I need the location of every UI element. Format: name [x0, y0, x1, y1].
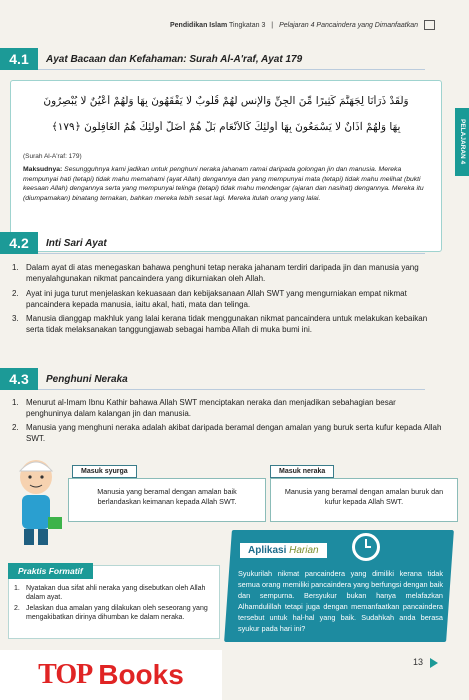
aplikasi-harian-title: [240, 543, 327, 558]
item-number: 3.: [12, 314, 19, 323]
list-item: [12, 313, 442, 335]
section-divider: [38, 253, 425, 254]
item-number: 1.: [12, 398, 19, 407]
item-text: Dalam ayat di atas menegaskan bahawa penghuni tetap neraka jahanam terdiri daripada jin dan manusia yang menyalahgunakan nikmat pancaindera yang dikurniakan oleh Allah.: [26, 263, 419, 283]
verse-meaning: [23, 165, 428, 203]
student-character-illustration: [8, 455, 64, 550]
section-number: 4.1: [0, 48, 38, 70]
logo-books: Books: [98, 659, 184, 690]
lesson-side-tab: PELAJARAN 4: [455, 108, 469, 176]
exercise-item: [14, 584, 209, 602]
list-item: [12, 288, 442, 310]
lesson-title: Pelajaran 4 Pancaindera yang Dimanfaatkan: [279, 21, 419, 29]
verse-box: [10, 80, 442, 252]
next-page-arrow-icon: [430, 658, 438, 668]
meaning-text: Sesungguhnya kami jadikan untuk penghuni neraka jahanam ramai daripada golongan jin dan manusia. Mereka mempunyai hati (tetapi) tidak mahu memahami (ayat Allah) dengannya dan yang mempunyai mata (tetapi) tidak mahu melihat (bukti keesaan Allah) dengannya serta yang mempunyai telinga (tetapi) tidak mahu mendengar (ajaran dan nasihat) dengannya. Mereka itu (diumpamakan) binatang ternakan, bahkan mereka lebih sesat lagi. Mereka itulah orang yang lalai.: [23, 166, 424, 202]
item-text: Jelaskan dua amalan yang dilakukan oleh seseorang yang mengakibatkan dirinya dihumban ke dalam neraka.: [26, 605, 208, 622]
exercise-item: [14, 604, 209, 622]
logo-top: TOP: [38, 659, 93, 690]
masuk-neraka-tag: Masuk neraka: [270, 465, 334, 478]
list-item: [12, 397, 442, 419]
section-divider: [38, 69, 425, 70]
item-text: Manusia dianggap makhluk yang lalai kerana tidak menggunakan nikmat pancaindera untuk melakukan kebaikan serta tidak melaksanakan tanggungjawab sebagai hamba Allah di muka bumi ini.: [26, 314, 428, 334]
running-header: [170, 20, 435, 30]
meaning-label: Maksudnya:: [23, 166, 63, 173]
verse-reference: (Surah Al-A'raf: 179): [23, 153, 82, 160]
section-4-1-header: [0, 48, 445, 70]
section-4-2-header: [0, 232, 445, 254]
book-icon: [424, 20, 435, 30]
list-item: [12, 262, 442, 284]
page-number: 13: [413, 657, 424, 667]
masuk-neraka-box: Manusia yang beramal dengan amalan buruk dan kufur kepada Allah SWT.: [270, 478, 458, 522]
aplikasi-label: Aplikasi: [248, 545, 287, 556]
section-number: 4.3: [0, 368, 38, 390]
item-number: 1.: [12, 263, 19, 272]
header-separator: |: [271, 21, 274, 29]
harian-label: Harian: [289, 545, 319, 556]
section-divider: [38, 389, 425, 390]
masuk-syurga-tag: Masuk syurga: [72, 465, 137, 478]
arabic-verse-line-2: بِهَا وَلَهُمْ آذَانٌ لَّا يَسْمَعُونَ بِهَا أُولَٰئِكَ كَالْأَنْعَامِ بَلْ هُمْ أَضَلُّ أُولَٰئِكَ هُمُ الْغَافِلُونَ ﴿١٧٩﴾: [51, 121, 401, 133]
section-4-3-header: [0, 368, 445, 390]
item-text: Manusia yang menghuni neraka adalah akibat daripada beramal dengan amalan yang buruk serta kufur kepada Allah SWT.: [26, 423, 442, 443]
grade-label: Tingkatan 3: [229, 21, 266, 29]
item-number: 2.: [12, 289, 19, 298]
aplikasi-harian-text: Syukurilah nikmat pancaindera yang dimiliki kerana tidak semua orang memiliki pancaindera yang berfungsi dengan baik dan sempurna. Bersyukur bukan hanya melafazkan Alhamdulillah tetapi juga dengan memanfaatkan pancaindera tersebut untuk hal-hal yang baik. Sudahkah anda berasa syukur pada hari ini?: [238, 569, 443, 633]
item-text: Menurut al-Imam Ibnu Kathir bahawa Allah SWT menciptakan neraka dan menjadikan sebahagian besar penghuninya dalam kalangan jin dan manusia.: [26, 398, 396, 418]
clock-icon: [352, 533, 380, 561]
section-title: Inti Sari Ayat: [46, 237, 107, 249]
arabic-verse-line-1: وَلَقَدْ ذَرَأْنَا لِجَهَنَّمَ كَثِيرًا مِّنَ الْجِنِّ وَالْإِنسِ لَهُمْ قُلُوبٌ لَّا يَفْقَهُونَ بِهَا وَلَهُمْ أَعْيُنٌ لَّا يُبْصِرُونَ: [43, 95, 409, 107]
section-title: Ayat Bacaan dan Kefahaman: Surah Al-A'raf, Ayat 179: [46, 53, 303, 65]
praktis-formatif-title: Praktis Formatif: [8, 563, 93, 579]
list-item: [12, 422, 442, 444]
masuk-syurga-box: Manusia yang beramal dengan amalan baik berlandaskan keimanan kepada Allah SWT.: [68, 478, 266, 522]
item-number: 1.: [14, 585, 20, 592]
item-text: Nyatakan dua sifat ahli neraka yang disebutkan oleh Allah dalam ayat.: [26, 585, 206, 602]
topbooks-logo: [0, 650, 222, 700]
section-title: Penghuni Neraka: [46, 373, 128, 385]
book-title: Pendidikan Islam: [170, 21, 228, 29]
item-number: 2.: [12, 423, 19, 432]
item-number: 2.: [14, 605, 20, 612]
item-text: Ayat ini juga turut menjelaskan kekuasaan dan kebijaksanaan Allah SWT yang mengurniakan empat nikmat pancaindera kepada manusia, iaitu akal, hati, mata dan telinga.: [26, 289, 407, 309]
section-number: 4.2: [0, 232, 38, 254]
